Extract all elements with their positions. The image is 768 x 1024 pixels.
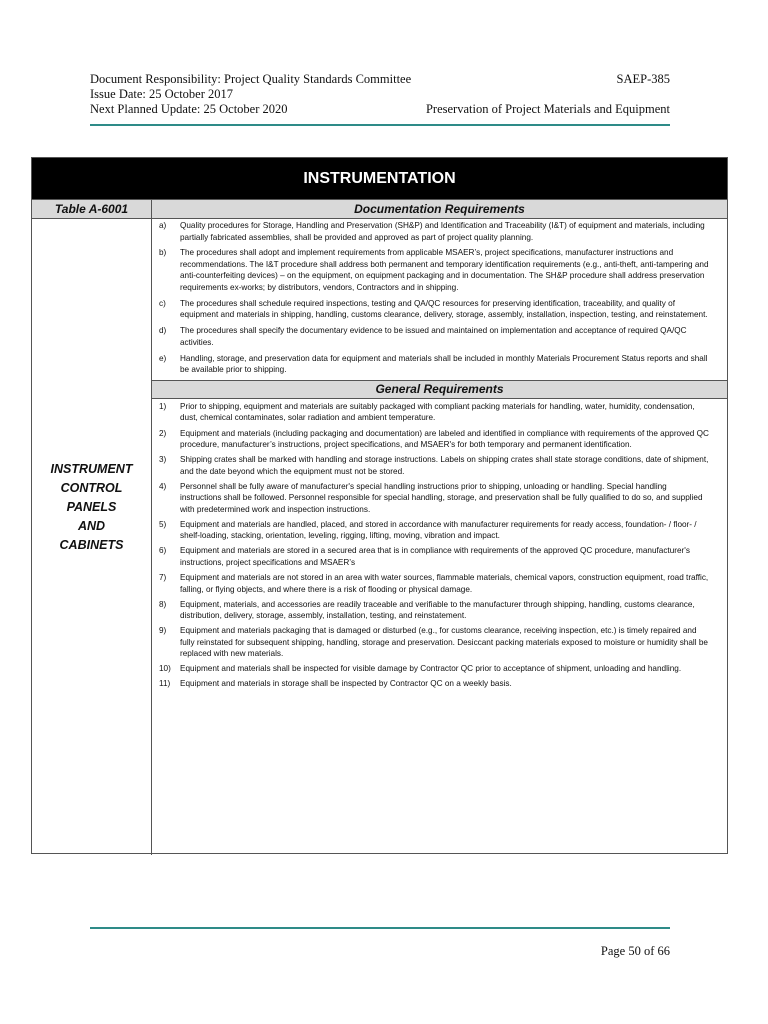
general-item (152, 545, 727, 568)
category-line: PANELS (66, 499, 117, 514)
item-marker: 1) (159, 401, 167, 411)
page-number: Page 50 of 66 (600, 944, 670, 958)
page-header (90, 72, 670, 117)
item-text: Quality procedures for Storage, Handling and Preservation (SH&P) and Identification and Traceability (I&T) of equipment and materials, including partially fabricated assemblies, shall be provided and approved as part of project quality planning. (180, 221, 705, 242)
item-text: Handling, storage, and preservation data for equipment and materials shall be included in monthly Materials Procurement Status reports and shall be available prior to shipping. (180, 353, 708, 375)
document-responsibility: Document Responsibility: Project Quality Standards Committee (90, 72, 412, 86)
item-marker: 8) (159, 599, 167, 609)
general-item (152, 572, 727, 595)
category-line: CABINETS (59, 537, 124, 552)
documentation-item (152, 298, 727, 321)
documentation-heading: Documentation Requirements (152, 200, 727, 218)
documentation-item (152, 220, 727, 243)
table-id: Table A-6001 (32, 200, 152, 218)
item-marker: 5) (159, 519, 167, 529)
header-row-3 (90, 102, 670, 117)
category-cell (32, 219, 152, 855)
documentation-item (152, 353, 727, 376)
header-row-1 (90, 72, 670, 87)
header-divider (90, 124, 670, 126)
general-item (152, 599, 727, 622)
documentation-list (152, 219, 727, 376)
item-marker: 10) (159, 664, 171, 674)
item-marker: c) (159, 298, 166, 308)
item-text: The procedures shall adopt and implement requirements from applicable MSAER’s, project specifications, manufacturer instructions and recommendations. The I&T procedure shall address both permanent and temporary identification requirements (e.g., anti-theft, anti-tampering and anti-counterfeiting devices) – on the equipment, on equipment packaging and in documentation. The SH&P procedure shall address preservation requirements ex-works; by distributors, vendors, Contractors and in shipping. (180, 248, 709, 292)
item-text: Equipment and materials are handled, placed, and stored in accordance with manufacturer requirements for ready access, foundation- / floor- / shelf-loading, stacking, orientation, leveling, rigging, lifting, moving, vibration and impact. (180, 519, 697, 541)
category-line: AND (77, 518, 106, 533)
general-item (152, 454, 727, 477)
item-marker: b) (159, 248, 167, 258)
next-planned-update: Next Planned Update: 25 October 2020 (90, 102, 288, 116)
item-text: Shipping crates shall be marked with handling and storage instructions. Labels on shipping crates shall state storage conditions, date of shipment, and the date beyond which the equipment must not be stored. (180, 455, 709, 476)
item-text: Equipment and materials (including packaging and documentation) are labeled and identified in compliance with requirements of the approved QC procedure, manufacturer’s instructions, project specifications, and MSAER's for both temporary and permanent identification. (180, 428, 709, 450)
requirements-content (152, 219, 727, 855)
issue-date: Issue Date: 25 October 2017 (90, 87, 234, 101)
item-marker: e) (159, 353, 167, 363)
general-item (152, 519, 727, 542)
item-marker: 4) (159, 481, 167, 491)
item-marker: 9) (159, 626, 167, 636)
general-item (152, 481, 727, 516)
category-line: INSTRUMENT (50, 461, 133, 476)
documentation-item (152, 325, 727, 348)
item-marker: 2) (159, 428, 167, 438)
general-item (152, 678, 727, 690)
requirements-table (31, 157, 728, 854)
item-text: Equipment and materials are not stored in an area with water sources, flammable materials, chemical vapors, construction equipment, road traffic, falling, or flying objects, and where there is a risk of flooding or physical damage. (180, 573, 709, 594)
general-item (152, 401, 727, 424)
table-subheader-row (32, 199, 727, 219)
item-text: Equipment, materials, and accessories are readily traceable and verifiable to the manufacturer through shipping, handling, customs clearance, distribution, delivery, storage, assembly, installation, testing, and reinstatement. (180, 599, 695, 621)
item-text: The procedures shall schedule required inspections, testing and QA/QC resources for preserving identification, traceability, and quality of equipment and materials in shipping, handling, customs clearance, delivery, storage, assembly, installation, inspection, testing, and reinstatement. (180, 298, 708, 320)
table-title: INSTRUMENTATION (32, 158, 727, 199)
general-item (152, 625, 727, 660)
general-item (152, 428, 727, 451)
documentation-item (152, 247, 727, 293)
footer-divider (90, 927, 670, 929)
category-label (51, 460, 133, 615)
item-marker: 3) (159, 455, 167, 465)
table-body (32, 219, 727, 855)
item-marker: 7) (159, 573, 167, 583)
item-text: Equipment and materials in storage shall be inspected by Contractor QC on a weekly basis. (180, 679, 512, 689)
item-text: Personnel shall be fully aware of manufacturer's special handling instructions prior to shipping, unloading or handling. Special handling instructions shall be followed. Personnel responsible for special handling, storage, and preservation shall be fully qualified to do so, and supplied with predetermined work and inspection instructions. (180, 481, 703, 514)
item-marker: 11) (159, 679, 171, 689)
general-heading: General Requirements (152, 380, 727, 399)
item-text: Equipment and materials packaging that is damaged or disturbed (e.g., for customs clearance, receiving inspection, etc.) is timely repaired and fully reinstated for subsequent shipping, handling, storage and preservation. Desiccant packing materials exposed to moisture or humidity shall be replaced with new materials. (180, 626, 708, 659)
document-title: Preservation of Project Materials and Equipment (425, 102, 670, 116)
item-marker: a) (159, 221, 167, 230)
category-line: CONTROL (60, 480, 123, 495)
item-text: Equipment and materials shall be inspected for visible damage by Contractor QC prior to acceptance of shipment, unloading and handling. (180, 664, 682, 674)
document-id: SAEP-385 (616, 72, 670, 86)
item-marker: 6) (159, 546, 167, 556)
header-row-2 (90, 87, 670, 102)
general-item (152, 663, 727, 675)
general-list (152, 400, 727, 690)
item-text: Equipment and materials are stored in a secured area that is in compliance with requirements of the approved QC procedure, manufacturer's instructions, project specifications and MSAER’s (180, 546, 690, 567)
item-marker: d) (159, 326, 167, 336)
item-text: Prior to shipping, equipment and materials are suitably packaged with compliant packing materials for handling, water, humidity, condensation, dust, chemical contaminates, solar radiation and ambient temperature. (180, 401, 695, 423)
item-text: The procedures shall specify the documentary evidence to be issued and maintained on implementation and acceptance of required QA/QC activities. (180, 326, 687, 347)
